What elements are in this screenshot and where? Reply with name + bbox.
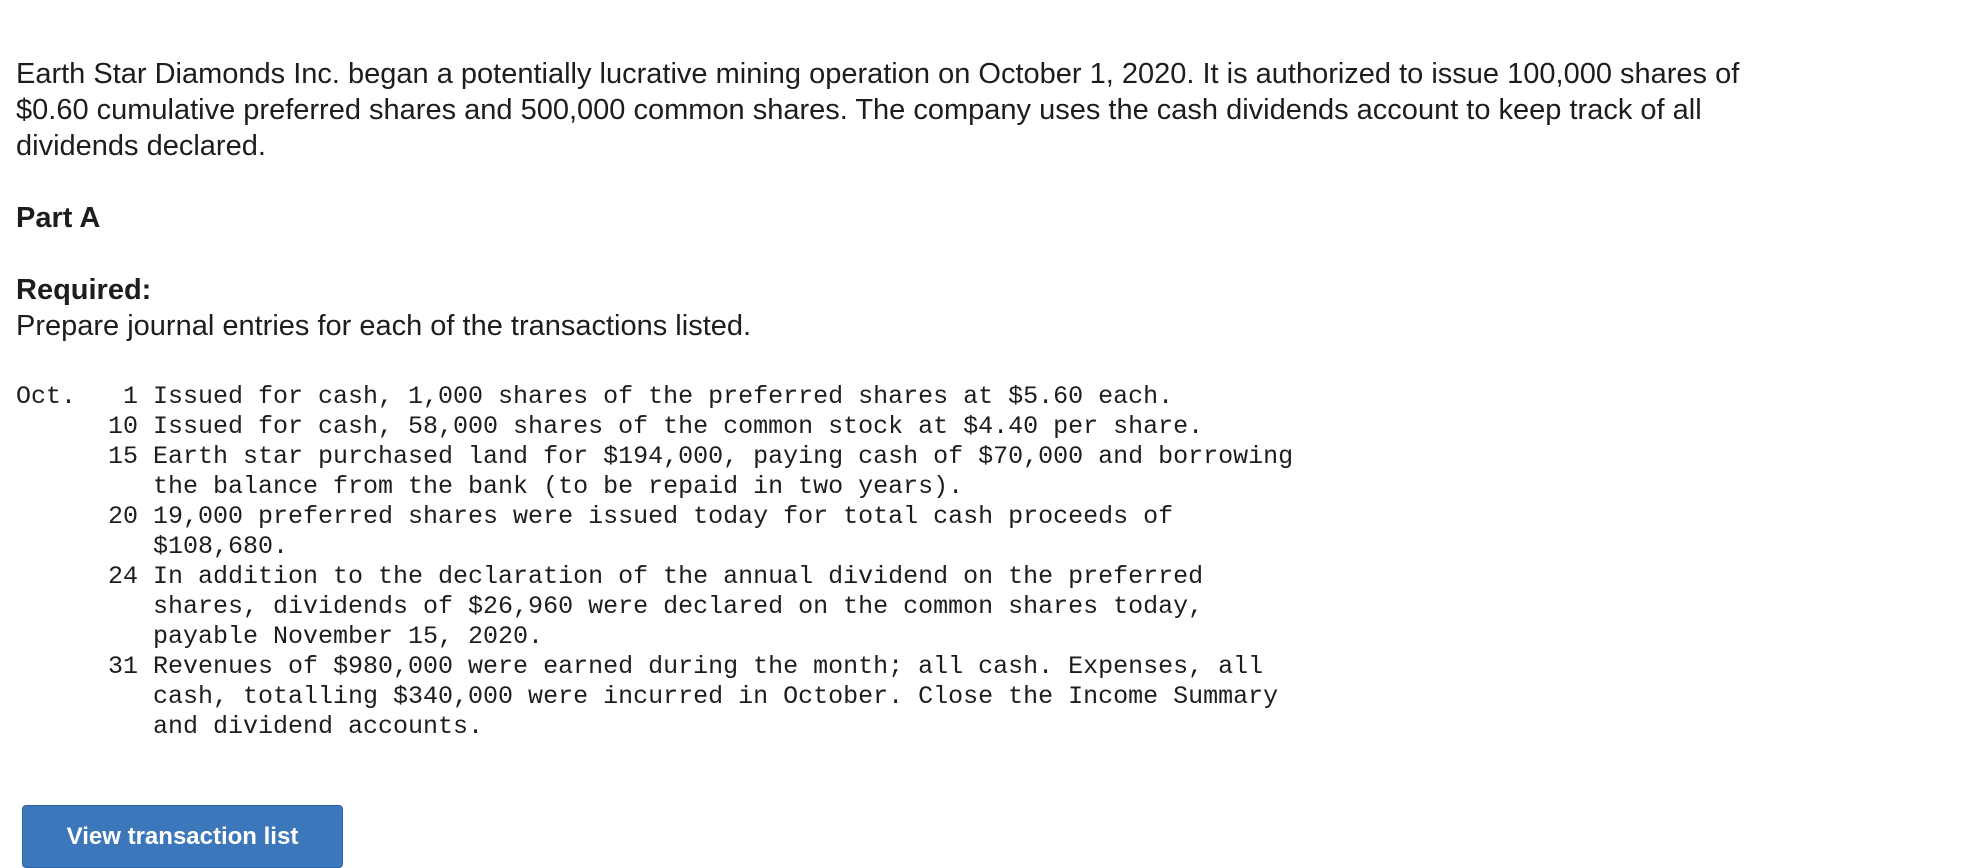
transaction-list: [16, 382, 1936, 742]
transaction-description-line: the balance from the bank (to be repaid in two years).: [153, 472, 964, 501]
required-text: Prepare journal entries for each of the transactions listed.: [16, 310, 752, 342]
transaction-description-line: shares, dividends of $26,960 were declared on the common shares today,: [153, 592, 1204, 621]
transaction-row: [16, 412, 1936, 442]
transaction-description: [138, 562, 1353, 652]
transaction-row: [16, 382, 1936, 412]
problem-intro: [16, 56, 1936, 164]
transaction-day: 1: [122, 382, 138, 411]
transaction-description: [138, 442, 1353, 502]
part-title: Part A: [16, 202, 101, 234]
required-label: Required:: [16, 274, 152, 306]
transaction-description-line: Issued for cash, 1,000 shares of the preferred shares at $5.60 each.: [153, 382, 1174, 411]
view-transaction-list-button[interactable]: View transaction list: [22, 805, 343, 868]
transaction-day: 20: [107, 502, 138, 531]
transaction-description-line: Issued for cash, 58,000 shares of the common stock at $4.40 per share.: [153, 412, 1204, 441]
intro-line: dividends declared.: [16, 130, 266, 162]
transaction-description: [138, 412, 1353, 442]
transaction-description-line: Earth star purchased land for $194,000, paying cash of $70,000 and borrowing: [153, 442, 1294, 471]
transaction-description-line: In addition to the declaration of the annual dividend on the preferred: [153, 562, 1204, 591]
intro-line: Earth Star Diamonds Inc. began a potentially lucrative mining operation on October 1, 2020. It is authorized to issue 100,000 shares of: [16, 58, 1740, 90]
transaction-month: Oct.: [16, 382, 77, 411]
transaction-description: [138, 502, 1353, 562]
transaction-row: [16, 562, 1936, 652]
transaction-day: 24: [107, 562, 138, 591]
transaction-row: [16, 652, 1936, 742]
transaction-day: 31: [107, 652, 138, 681]
transaction-description-line: $108,680.: [153, 532, 289, 561]
transaction-description: [138, 382, 1353, 412]
transaction-description: [138, 652, 1353, 742]
transaction-description-line: and dividend accounts.: [153, 712, 484, 741]
intro-line: $0.60 cumulative preferred shares and 500,000 common shares. The company uses the cash dividends account to keep track of all: [16, 94, 1702, 126]
transaction-description-line: Revenues of $980,000 were earned during the month; all cash. Expenses, all: [153, 652, 1264, 681]
transaction-day: 10: [107, 412, 138, 441]
transaction-row: [16, 442, 1936, 502]
transaction-description-line: 19,000 preferred shares were issued today for total cash proceeds of: [153, 502, 1174, 531]
transaction-day: 15: [107, 442, 138, 471]
transaction-description-line: payable November 15, 2020.: [153, 622, 544, 651]
problem-content: [16, 56, 1936, 742]
transaction-description-line: cash, totalling $340,000 were incurred in October. Close the Income Summary: [153, 682, 1279, 711]
transaction-row: [16, 502, 1936, 562]
